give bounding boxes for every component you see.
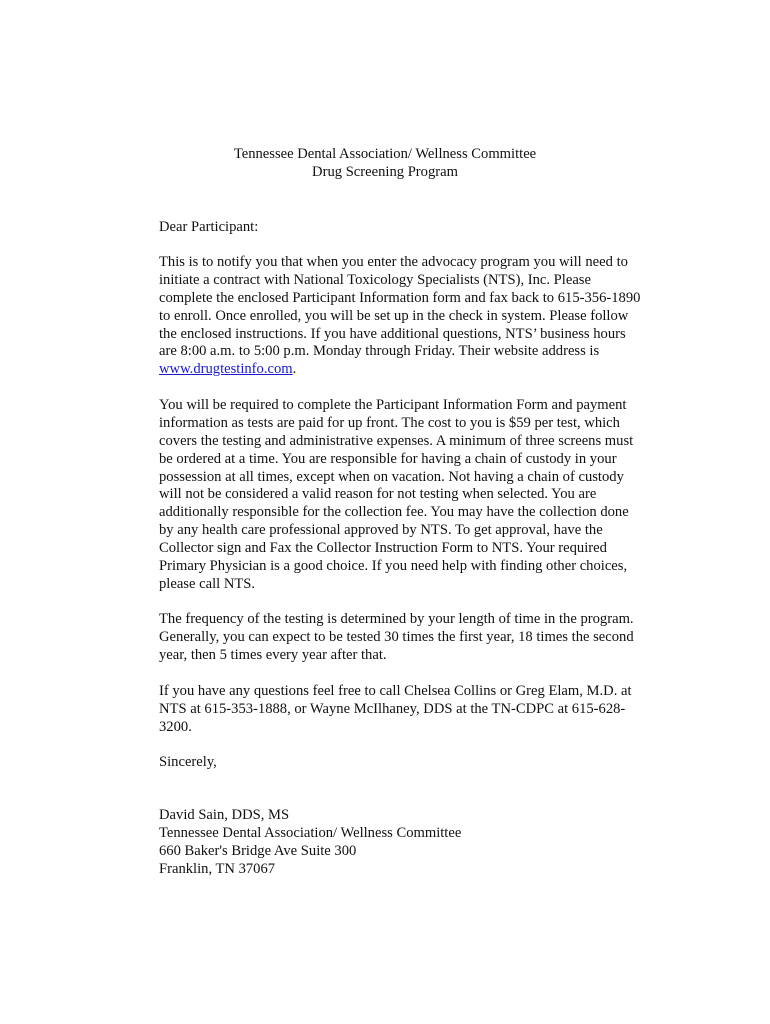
- signature-block: [159, 807, 659, 879]
- paragraph-line: to enroll. Once enrolled, you will be set up in the check in system. Please follow: [159, 307, 629, 324]
- website-link[interactable]: www.drugtestinfo.com: [159, 361, 293, 378]
- paragraph-line: by any health care professional approved by NTS. To get approval, have the: [159, 522, 603, 539]
- paragraph-frequency: [159, 611, 659, 665]
- paragraph-line: will not be considered a valid reason for not testing when selected. You are: [159, 486, 597, 503]
- paragraph-line: covers the testing and administrative expenses. A minimum of three screens must: [159, 432, 634, 449]
- heading-organization: Tennessee Dental Association/ Wellness Committee: [233, 146, 537, 162]
- paragraph-line: initiate a contract with National Toxicology Specialists (NTS), Inc. Please: [159, 271, 591, 288]
- closing-text: Sincerely,: [159, 754, 217, 770]
- paragraph-line: If you have any questions feel free to call Chelsea Collins or Greg Elam, M.D. at: [159, 683, 632, 699]
- greeting: [159, 219, 659, 237]
- paragraph-line: complete the enclosed Participant Information form and fax back to 615-356-1890: [159, 289, 641, 306]
- paragraph-line: Primary Physician is a good choice. If you need help with finding other choices,: [159, 558, 628, 575]
- closing: [159, 754, 659, 772]
- paragraph-line: possession at all times, except when on vacation. Not having a chain of custody: [159, 468, 624, 485]
- website-line: [159, 361, 659, 379]
- paragraph-line: information as tests are paid for up front. The cost to you is $59 per test, which: [159, 414, 620, 431]
- paragraph-line: are 8:00 a.m. to 5:00 p.m. Monday through Friday. Their website address is: [159, 343, 600, 360]
- signer-organization: Tennessee Dental Association/ Wellness Committee: [159, 824, 462, 841]
- letter-heading: [0, 146, 770, 182]
- paragraph-line: Generally, you can expect to be tested 30 times the first year, 18 times the second: [159, 628, 634, 645]
- paragraph-line: the enclosed instructions. If you have additional questions, NTS’ business hours: [159, 325, 626, 342]
- paragraph-enrollment: [159, 254, 659, 379]
- signer-address-street: 660 Baker's Bridge Ave Suite 300: [159, 842, 357, 859]
- paragraph-contacts: [159, 683, 659, 737]
- greeting-text: Dear Participant:: [159, 219, 259, 235]
- paragraph-requirements: [159, 397, 659, 594]
- paragraph-line: year, then 5 times every year after that.: [159, 646, 387, 663]
- paragraph-line: be ordered at a time. You are responsible for having a chain of custody in your: [159, 450, 617, 467]
- signer-name: David Sain, DDS, MS: [159, 807, 290, 823]
- heading-program: Drug Screening Program: [312, 164, 458, 180]
- signer-address-city: Franklin, TN 37067: [159, 860, 276, 877]
- paragraph-line: You will be required to complete the Participant Information Form and payment: [159, 397, 627, 413]
- paragraph-line: Collector sign and Fax the Collector Instruction Form to NTS. Your required: [159, 540, 607, 557]
- paragraph-line: please call NTS.: [159, 575, 256, 592]
- paragraph-line: NTS at 615-353-1888, or Wayne McIlhaney, DDS at the TN-CDPC at 615-628-: [159, 700, 626, 717]
- paragraph-line: This is to notify you that when you enter the advocacy program you will need to: [159, 254, 628, 270]
- paragraph-line: additionally responsible for the collection fee. You may have the collection done: [159, 504, 629, 521]
- paragraph-line: 3200.: [159, 718, 192, 735]
- paragraph-line: The frequency of the testing is determined by your length of time in the program.: [159, 611, 634, 627]
- website-link-suffix: .: [292, 361, 297, 378]
